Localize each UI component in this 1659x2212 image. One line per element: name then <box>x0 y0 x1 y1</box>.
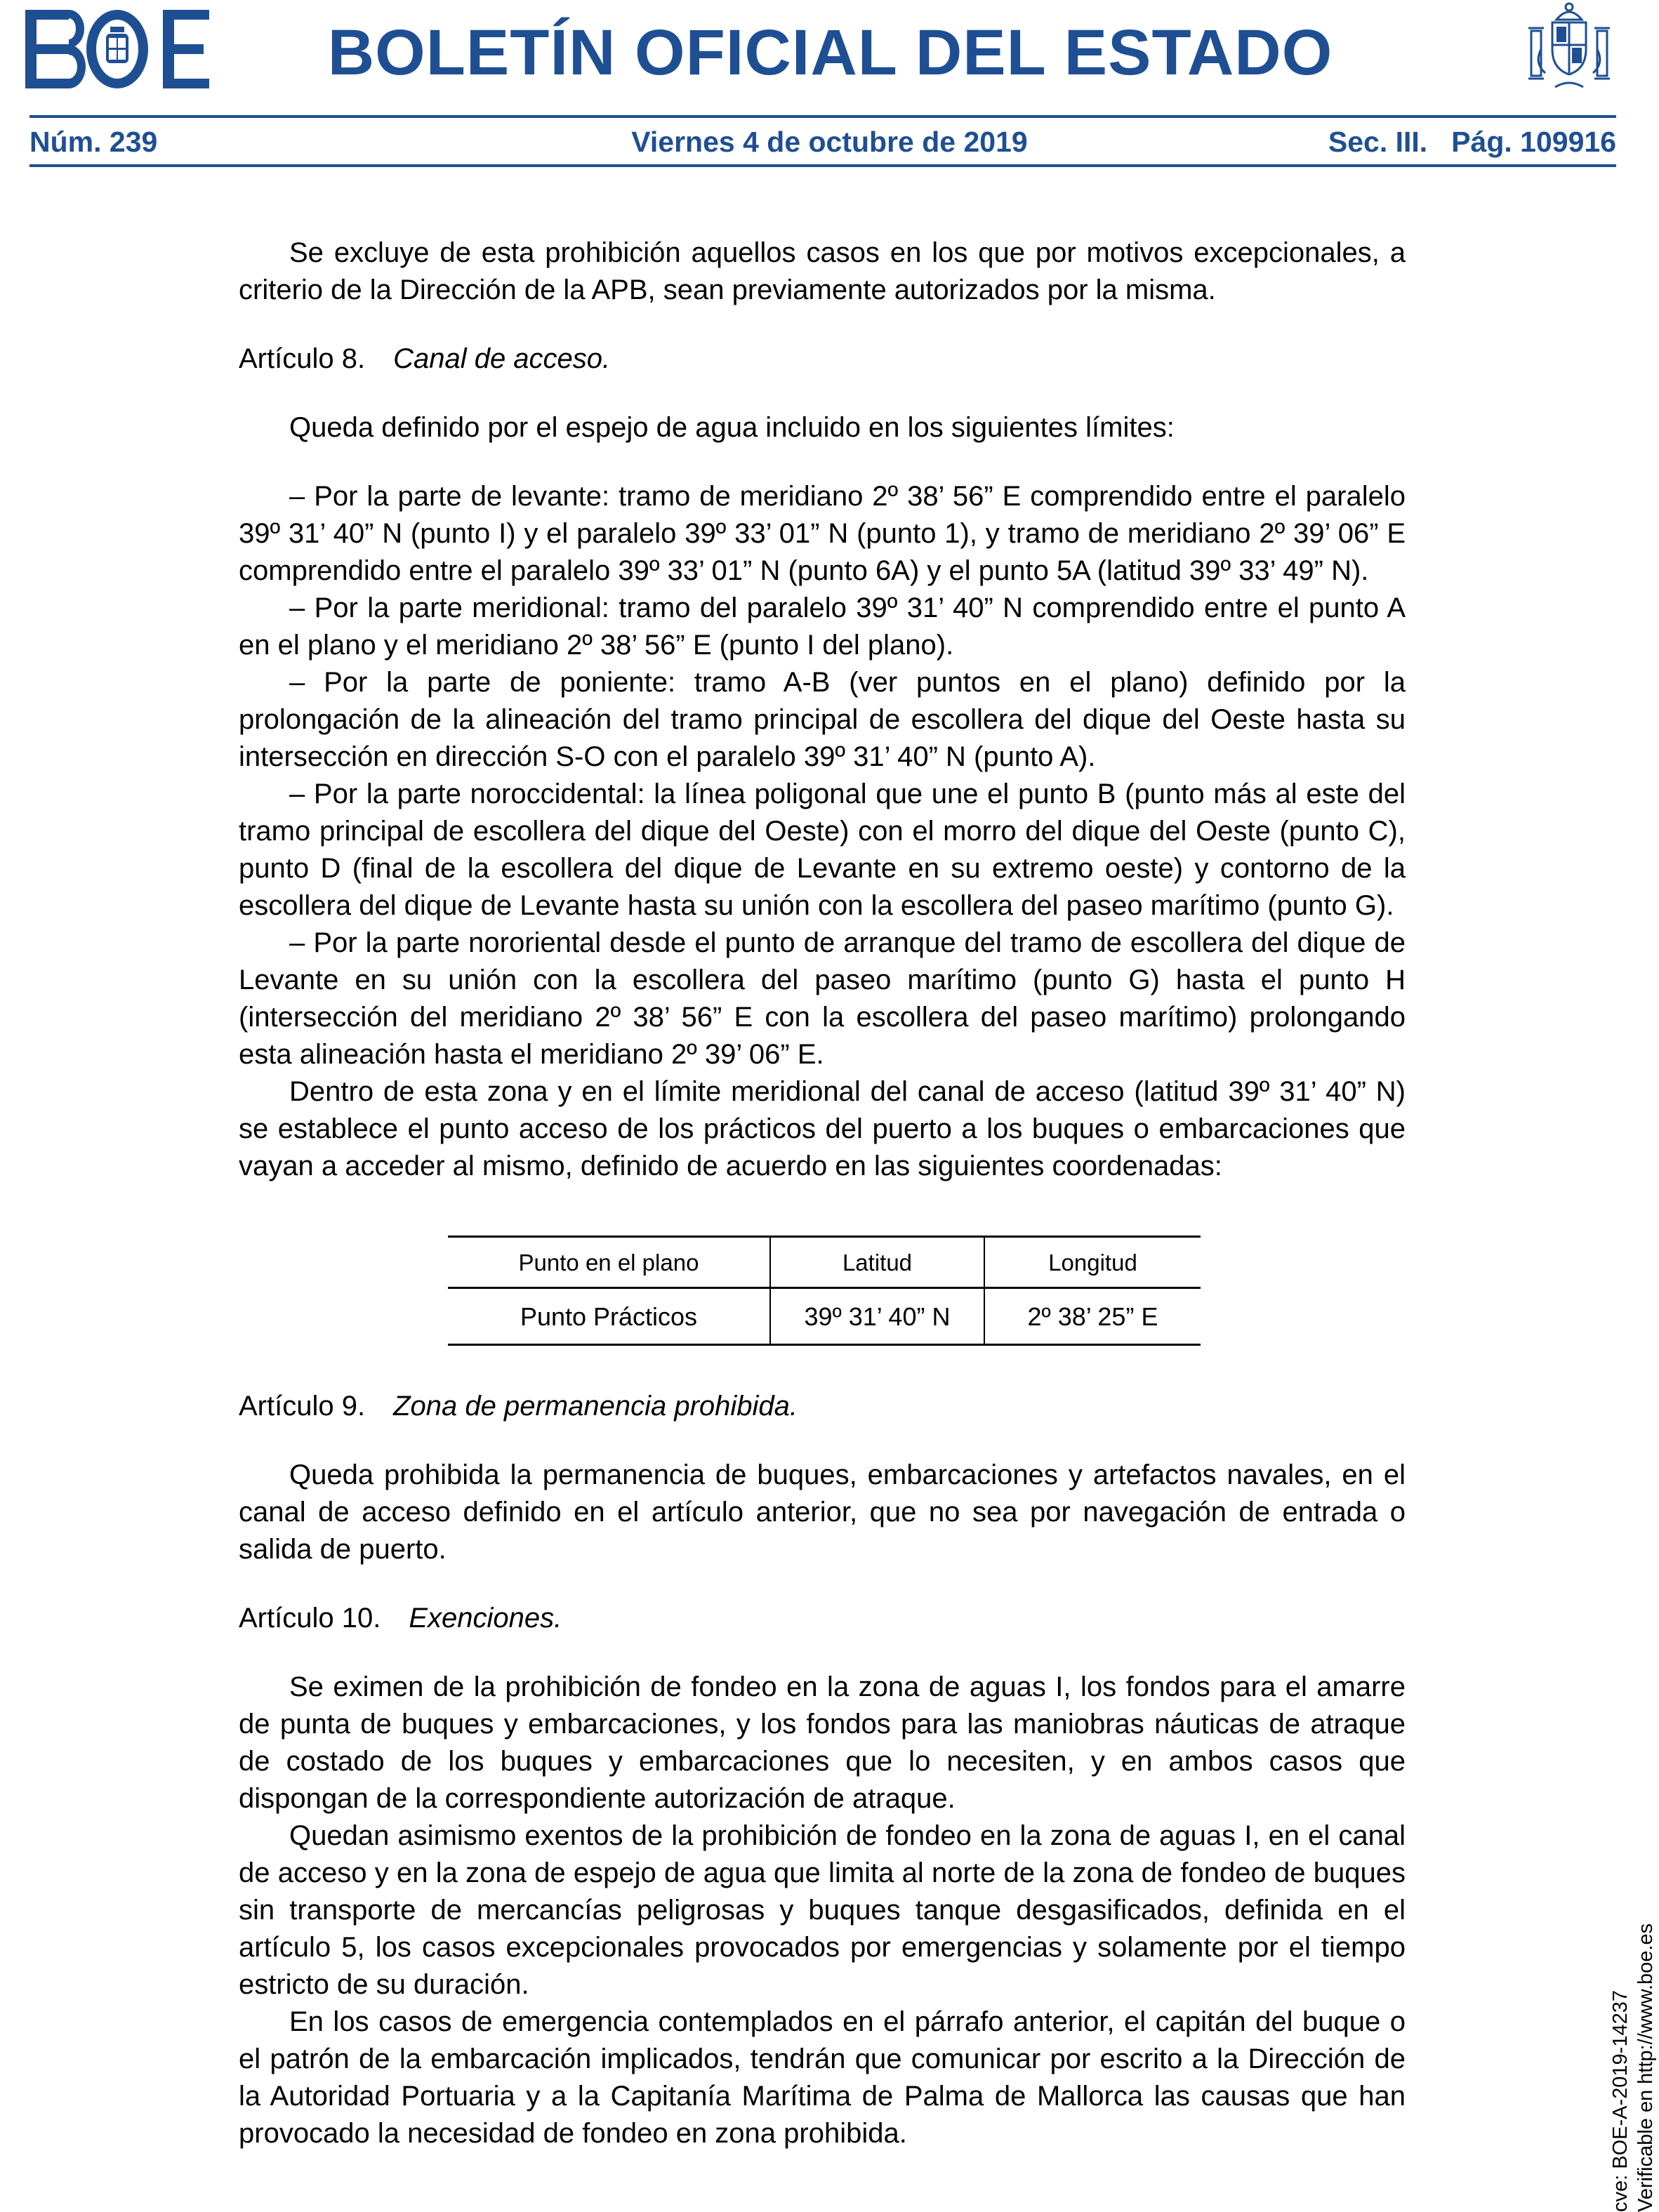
table-header: Longitud <box>984 1237 1201 1288</box>
list-item: – Por la parte de levante: tramo de meridiano 2º 38’ 56” E comprendido entre el paralelo 39º 31’ 40” N (punto I) y el paralelo 39º 33’ 01” N (punto 1), y tramo de meridiano 2º 39’ 06” E comprendido entre el paralelo 39º 33’ 01” N (punto 6A) y el punto 5A (latitud 39º 33’ 49” N). <box>239 481 1406 586</box>
boe-logo <box>25 10 209 88</box>
table-header-row <box>448 1237 1201 1288</box>
issue-number: Núm. 239 <box>29 126 158 158</box>
verification-margin <box>1608 1923 1658 2212</box>
list-item: – Por la parte de poniente: tramo A-B (ver puntos en el plano) definido por la prolongación de la alineación del tramo principal de escollera del dique del Oeste hasta su intersección en dirección S-O con el paralelo 39º 31’ 40” N (punto A). <box>239 667 1406 772</box>
gazette-title: BOLETÍN OFICIAL DEL ESTADO <box>327 17 1333 88</box>
spanish-coat-of-arms-icon <box>1520 0 1618 98</box>
article-9-heading <box>239 1388 1406 1425</box>
header-rule-top <box>29 115 1616 118</box>
list-item: – Por la parte meridional: tramo del paralelo 39º 31’ 40” N comprendido entre el punto A en el plano y el meridiano 2º 38’ 56” E (punto I del plano). <box>239 592 1406 661</box>
verification-link[interactable]: Verificable en http://www.boe.es <box>1634 1923 1657 2212</box>
table-row <box>448 1288 1201 1345</box>
paragraph: Quedan asimismo exentos de la prohibición de fondeo en la zona de aguas I, en el canal de acceso y en la zona de espejo de agua que limita al norte de la zona de fondeo de buques sin transporte de mercancías peligrosas y buques tanque desgasificados, definida en el artículo 5, los casos excepcionales provocados por emergencias y solamente por el tiempo estricto de su duración. <box>239 1820 1406 2000</box>
paragraph: Queda prohibida la permanencia de buques, embarcaciones y artefactos navales, en el canal de acceso definido en el artículo anterior, que no sea por navegación de entrada o salida de puerto. <box>239 1459 1406 1565</box>
table-cell: 39º 31’ 40” N <box>770 1288 984 1345</box>
paragraph: Dentro de esta zona y en el límite meridional del canal de acceso (latitud 39º 31’ 40” N) se establece el punto acceso de los prácticos del puerto a los buques o embarcaciones que vayan a acceder al mismo, definido de acuerdo en las siguientes coordenadas: <box>239 1076 1406 1181</box>
issue-date: Viernes 4 de octubre de 2019 <box>631 126 1028 158</box>
table-cell: 2º 38’ 25” E <box>984 1288 1201 1345</box>
paragraph: Queda definido por el espejo de agua incluido en los siguientes límites: <box>289 412 1175 443</box>
list-item: – Por la parte nororiental desde el punto de arranque del tramo de escollera del dique de Levante en su unión con la escollera del paseo marítimo (punto G) hasta el punto H (intersección del meridiano 2º 38’ 56” E con la escollera del paseo marítimo) prolongando esta alineación hasta el meridiano 2º 39’ 06” E. <box>239 927 1406 1070</box>
article-10-heading <box>239 1600 1406 1637</box>
article-label: Artículo 9. <box>239 1391 366 1422</box>
article-label: Artículo 8. <box>239 343 366 374</box>
document-body <box>239 234 1406 2152</box>
article-title: Canal de acceso. <box>393 343 611 374</box>
article-title: Exenciones. <box>409 1603 562 1634</box>
table-header: Punto en el plano <box>448 1237 770 1288</box>
article-label: Artículo 10. <box>239 1603 381 1634</box>
table-header: Latitud <box>770 1237 984 1288</box>
section-label: Sec. III. <box>1328 126 1428 158</box>
list-item: – Por la parte noroccidental: la línea poligonal que une el punto B (punto más al este del tramo principal de escollera del dique del Oeste) con el morro del dique del Oeste (punto C), punto D (final de la escollera del dique de Levante en su extremo oeste) y contorno de la escollera del dique de Levante hasta su unión con la escollera del paseo marítimo (punto G). <box>239 779 1406 921</box>
cve-code: cve: BOE-A-2019-14237 <box>1609 1990 1632 2212</box>
article-title: Zona de permanencia prohibida. <box>393 1391 798 1422</box>
paragraph: Se eximen de la prohibición de fondeo en la zona de aguas I, los fondos para el amarre de punta de buques y embarcaciones, y los fondos para las maniobras náuticas de atraque de costado de los buques y embarcaciones que lo necesiten, y en ambos casos que dispongan de la correspondiente autorización de atraque. <box>239 1671 1406 1814</box>
paragraph: Se excluye de esta prohibición aquellos casos en los que por motivos excepcionales, a criterio de la Dirección de la APB, sean previamente autorizados por la misma. <box>239 237 1406 305</box>
table-cell: Punto Prácticos <box>448 1288 770 1345</box>
coordinates-table <box>448 1236 1201 1346</box>
paragraph: En los casos de emergencia contemplados en el párrafo anterior, el capitán del buque o el patrón de la embarcación implicados, tendrán que comunicar por escrito a la Dirección de la Autoridad Portuaria y a la Capitanía Marítima de Palma de Mallorca las causas que han provocado la necesidad de fondeo en zona prohibida. <box>239 2006 1406 2149</box>
article-8-heading <box>239 340 1406 378</box>
section-page <box>1328 121 1616 163</box>
page-number: Pág. 109916 <box>1451 126 1616 158</box>
header-rule-bottom <box>29 164 1616 167</box>
